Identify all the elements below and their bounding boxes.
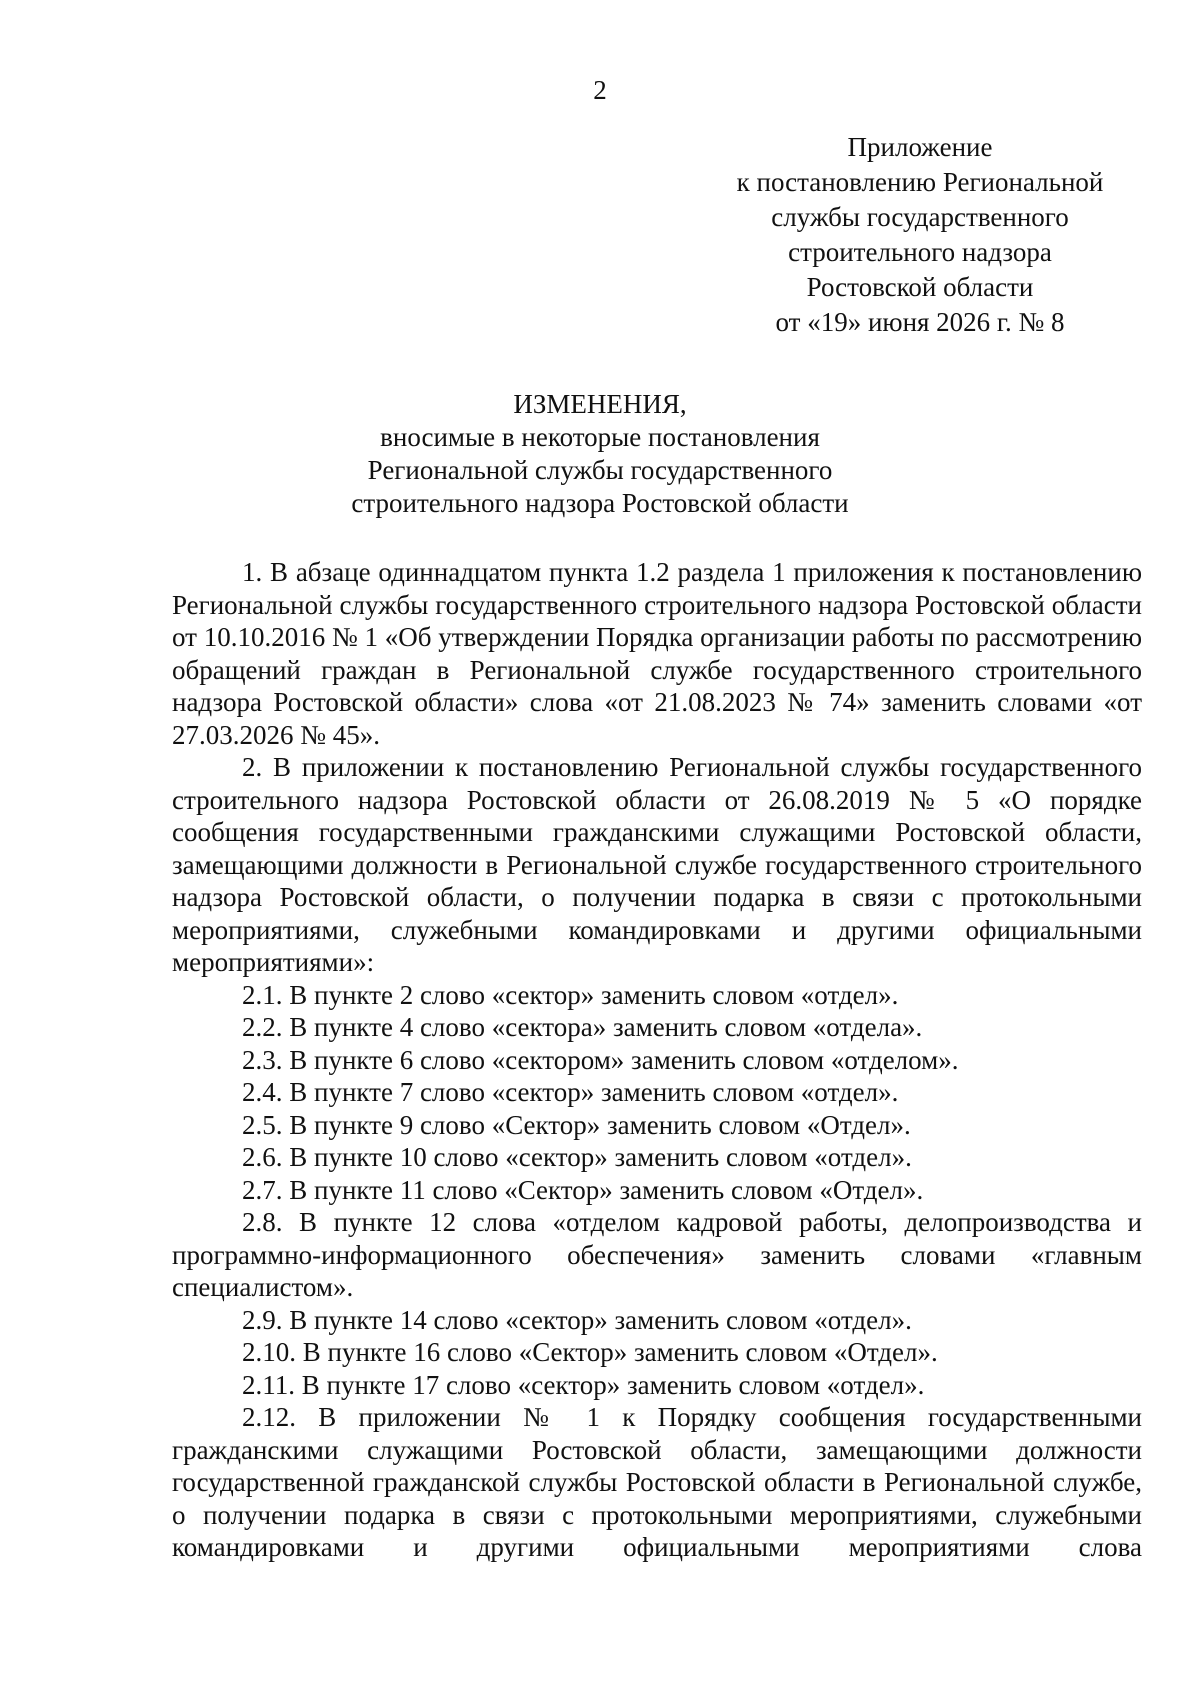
- paragraph-2-1: 2.1. В пункте 2 слово «сектор» заменить словом «отдел».: [242, 979, 899, 1010]
- document-title: [0, 388, 1200, 520]
- appendix-line: службы государственного: [771, 202, 1069, 232]
- paragraph-2-11: 2.11. В пункте 17 слово «сектор» заменить словом «отдел».: [242, 1369, 925, 1400]
- paragraph-2-10: 2.10. В пункте 16 слово «Сектор» заменить словом «Отдел».: [242, 1337, 938, 1367]
- paragraph-2: 2. В приложении к постановлению Региональной службы государственного строительного надзора Ростовской области от 26.08.2019 № 5 «О порядке сообщения государственными гражданскими служащими Ростовской области, замещающими должности в Региональной службе государственного строительного надзора Ростовской области, о получении подарка в связи с протокольными мероприятиями, служебными командировками и другими официальными мероприятиями»:: [172, 752, 1142, 977]
- appendix-line: Ростовской области: [806, 272, 1034, 302]
- paragraph-2-9: 2.9. В пункте 14 слово «сектор» заменить словом «отдел».: [242, 1304, 912, 1335]
- paragraph-1: 1. В абзаце одиннадцатом пункта 1.2 раздела 1 приложения к постановлению Региональной службы государственного строительного надзора Ростовской области от 10.10.2016 № 1 «Об утверждении Порядка организации работы по рассмотрению обращений граждан в Региональной службе государственного строительного надзора Ростовской области» слова «от 21.08.2023 № 74» заменить словами «от 27.03.2026 № 45».: [172, 557, 1142, 750]
- appendix-line: Приложение: [847, 132, 993, 162]
- title-main: ИЗМЕНЕНИЯ,: [513, 389, 687, 419]
- paragraph-2-3: 2.3. В пункте 6 слово «сектором» заменить словом «отделом».: [242, 1044, 959, 1075]
- paragraph-2-7: 2.7. В пункте 11 слово «Сектор» заменить словом «Отдел».: [242, 1174, 924, 1205]
- appendix-header: [700, 130, 1140, 340]
- paragraph-2-5: 2.5. В пункте 9 слово «Сектор» заменить словом «Отдел».: [242, 1109, 911, 1140]
- appendix-date-line: от «19» июня 2026 г. № 8: [775, 307, 1065, 337]
- paragraph-2-2: 2.2. В пункте 4 слово «сектора» заменить словом «отдела».: [242, 1012, 923, 1042]
- document-body: [172, 556, 1142, 1564]
- title-subline: вносимые в некоторые постановления: [380, 422, 820, 452]
- page-number: 2: [593, 75, 607, 105]
- paragraph-2-8: 2.8. В пункте 12 слова «отделом кадровой работы, делопроизводства и программно-информационного обеспечения» заменить словами «главным специалистом».: [172, 1207, 1142, 1302]
- title-subline: Региональной службы государственного: [367, 455, 833, 485]
- paragraph-2-6: 2.6. В пункте 10 слово «сектор» заменить словом «отдел».: [242, 1142, 912, 1172]
- paragraph-2-12: 2.12. В приложении № 1 к Порядку сообщения государственными гражданскими служащими Ростовской области, замещающими должности государственной гражданской службы Ростовской области в Региональной службе, о получении подарка в связи с протокольными мероприятиями, служебными командировками и другими официальными мероприятиями слова: [172, 1402, 1142, 1562]
- appendix-line: к постановлению Региональной: [736, 167, 1104, 197]
- title-subline: строительного надзора Ростовской области: [351, 488, 849, 518]
- appendix-line: строительного надзора: [788, 237, 1052, 267]
- paragraph-2-4: 2.4. В пункте 7 слово «сектор» заменить словом «отдел».: [242, 1077, 899, 1107]
